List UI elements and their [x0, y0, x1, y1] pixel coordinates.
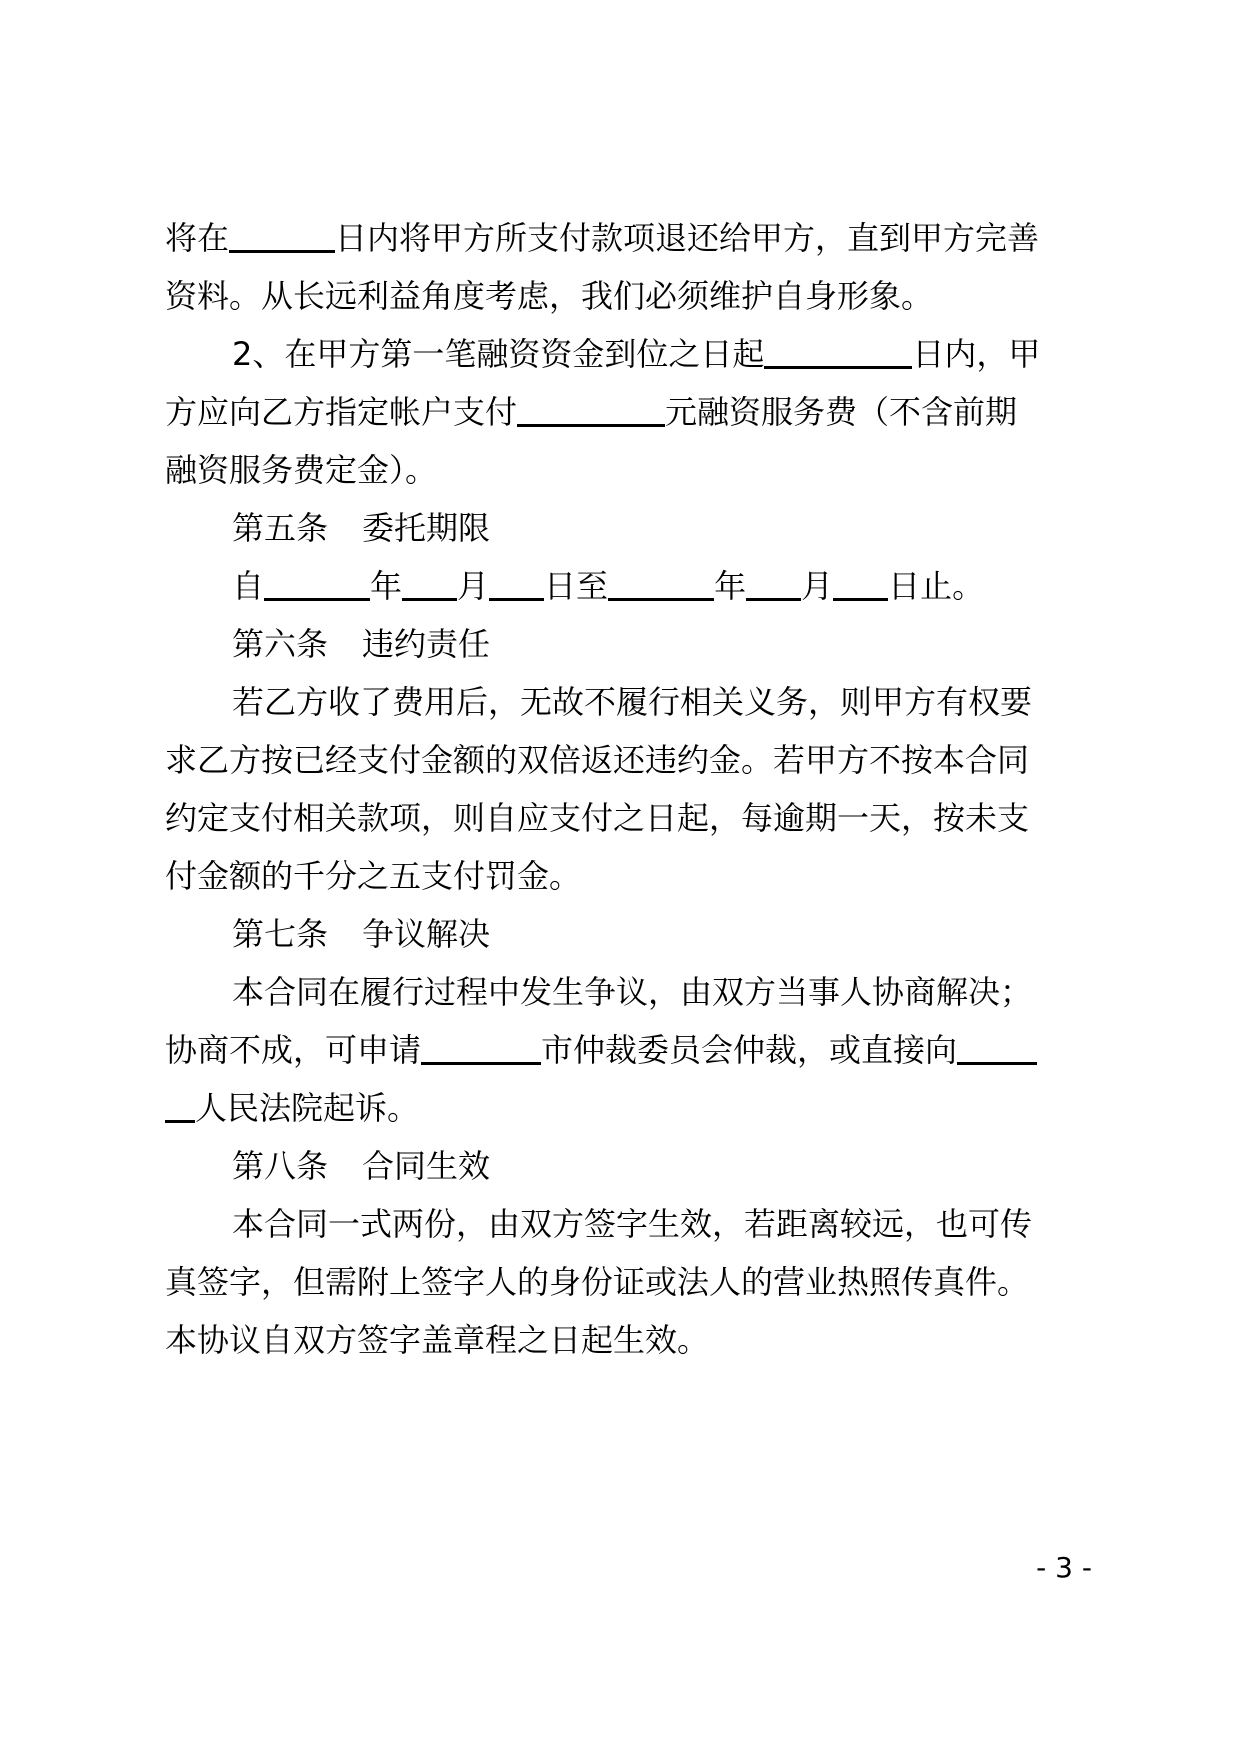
- text: 市仲裁委员会仲裁，或直接向: [541, 1031, 958, 1069]
- fill-blank: [229, 210, 335, 253]
- paragraph-line: 付金额的千分之五支付罚金。: [165, 857, 582, 895]
- paragraph-line: 若乙方收了费用后，无故不履行相关义务，则甲方有权要: [232, 683, 1033, 721]
- article-heading: [165, 612, 1162, 676]
- article-title: 争议解决: [362, 915, 491, 953]
- paragraph-line: [165, 1076, 1095, 1140]
- article-title: 委托期限: [362, 509, 491, 547]
- paragraph-line: 融资服务费定金）。: [165, 451, 438, 489]
- text: 日内将甲方所支付款项退还给甲方，直到甲方完善: [335, 219, 1040, 257]
- paragraph-line: 资料。从长远利益角度考虑，我们必须维护自身形象。: [165, 277, 934, 315]
- article-number: 第八条: [232, 1147, 329, 1185]
- article-title: 合同生效: [362, 1147, 491, 1185]
- paragraph-line: [165, 380, 1095, 444]
- paragraph-line: [165, 322, 1162, 386]
- article-title: 违约责任: [362, 625, 491, 663]
- paragraph-line: 本合同在履行过程中发生争议，由双方当事人协商解决；: [232, 973, 1033, 1011]
- text: 月: [801, 567, 834, 605]
- fill-blank: [264, 558, 370, 601]
- text: 人民法院起诉。: [195, 1089, 420, 1127]
- paragraph-line: 本合同一式两份，由双方签字生效，若距离较远，也可传: [232, 1205, 1033, 1243]
- text: 日至: [544, 567, 609, 605]
- paragraph-line: [165, 1018, 1095, 1082]
- paragraph-line: 求乙方按已经支付金额的双倍返还违约金。若甲方不按本合同: [165, 741, 1030, 779]
- text: 日内，甲: [912, 335, 1041, 373]
- text: 自: [232, 567, 265, 605]
- text: 年: [714, 567, 747, 605]
- fill-blank: [746, 558, 801, 601]
- text: 年: [370, 567, 403, 605]
- fill-blank: [421, 1022, 541, 1065]
- fill-blank: [764, 326, 912, 369]
- fill-blank: [165, 1080, 195, 1123]
- text: 元融资服务费（不含前期: [665, 393, 1018, 431]
- fill-blank: [957, 1022, 1037, 1065]
- paragraph-line: [165, 554, 1162, 618]
- article-number: 第五条: [232, 509, 329, 547]
- article-number: 第七条: [232, 915, 329, 953]
- page-number: - 3 -: [1036, 1551, 1092, 1584]
- paragraph-line: 约定支付相关款项，则自应支付之日起，每逾期一天，按未支: [165, 799, 1030, 837]
- paragraph-line: [165, 206, 1095, 270]
- article-heading: [165, 496, 1162, 560]
- text: 方应向乙方指定帐户支付: [165, 393, 518, 431]
- text: 月: [457, 567, 490, 605]
- text: 协商不成，可申请: [165, 1031, 422, 1069]
- article-number: 第六条: [232, 625, 329, 663]
- text: 2、在甲方第一笔融资资金到位之日起: [232, 335, 765, 373]
- fill-blank: [608, 558, 714, 601]
- fill-blank: [833, 558, 888, 601]
- article-heading: [165, 1134, 1162, 1198]
- fill-blank: [517, 384, 665, 427]
- paragraph-line: 本协议自双方签字盖章程之日起生效。: [165, 1321, 710, 1359]
- fill-blank: [402, 558, 457, 601]
- paragraph-line: 真签字，但需附上签字人的身份证或法人的营业热照传真件。: [165, 1263, 1030, 1301]
- article-heading: [165, 902, 1162, 966]
- fill-blank: [489, 558, 544, 601]
- text: 日止。: [888, 567, 985, 605]
- text: 将在: [165, 219, 230, 257]
